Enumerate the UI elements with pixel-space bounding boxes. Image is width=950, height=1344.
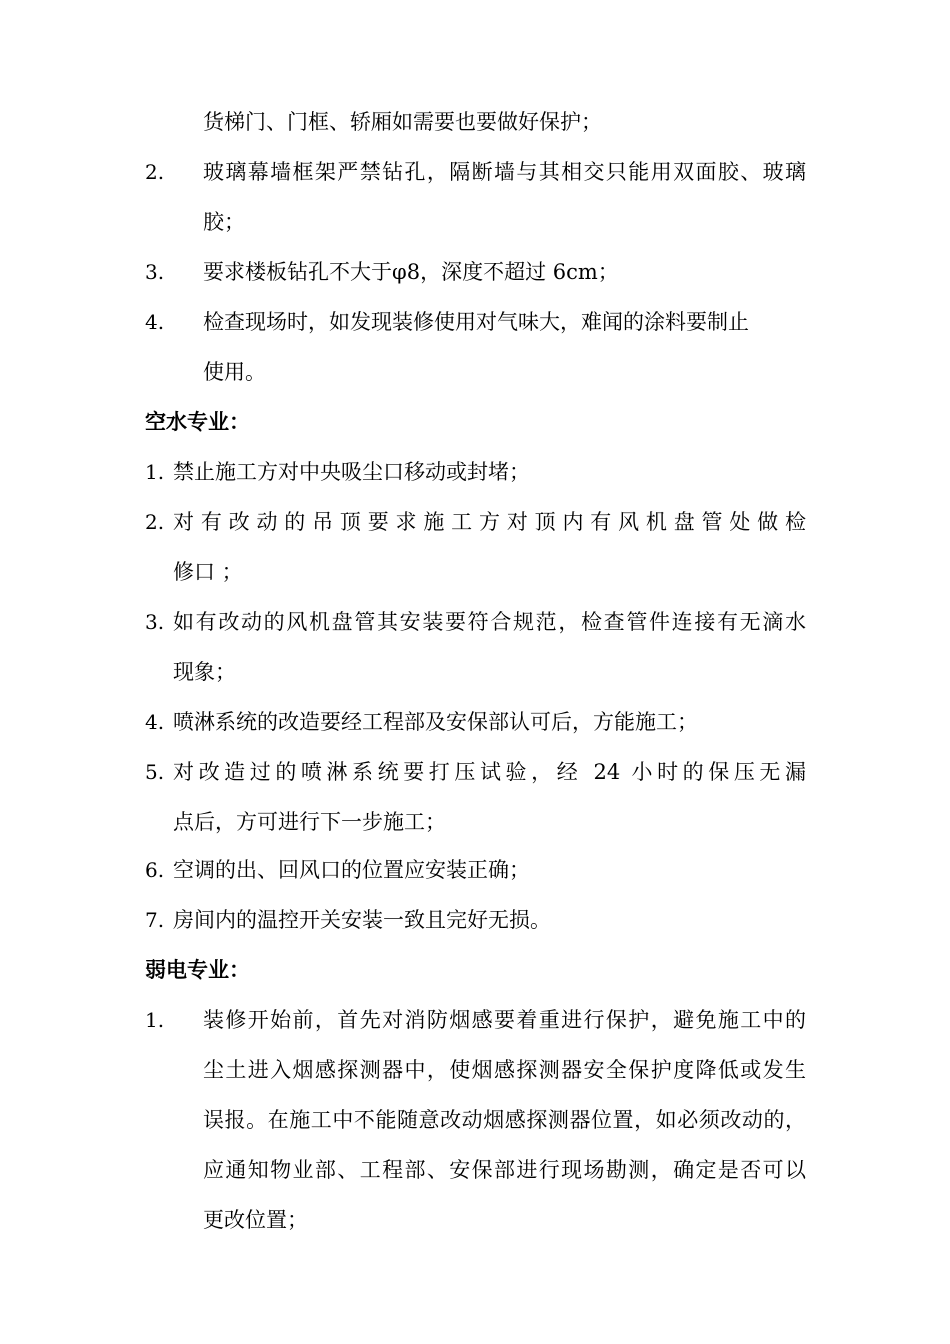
item-number: 1. — [145, 460, 165, 484]
item-number: 3. — [145, 260, 165, 284]
list-item-text: 误报。在施工中不能随意改动烟感探测器位置，如必须改动的， — [203, 1108, 806, 1132]
list-item-text: 点后，方可进行下一步施工； — [173, 810, 446, 834]
item-number: 5. — [145, 760, 165, 784]
list-item-text: 使用。 — [203, 360, 266, 384]
list-item-text: 玻璃幕墙框架严禁钻孔，隔断墙与其相交只能用双面胶、玻璃 — [203, 160, 806, 184]
list-item-text: 胶； — [203, 210, 245, 234]
list-item-text: 应通知物业部、工程部、安保部进行现场勘测，确定是否可以 — [203, 1158, 806, 1182]
item-number: 4. — [145, 710, 165, 734]
list-item-text: 现象； — [173, 660, 236, 684]
item-number: 6. — [145, 858, 165, 882]
item-number: 1. — [145, 1008, 165, 1032]
list-item-text: 尘土进入烟感探测器中，使烟感探测器安全保护度降低或发生 — [203, 1058, 806, 1082]
item-number: 4. — [145, 310, 165, 334]
item-number: 2. — [145, 160, 165, 184]
item-number: 7. — [145, 908, 165, 932]
list-item-text: 喷淋系统的改造要经工程部及安保部认可后，方能施工； — [173, 710, 698, 734]
list-item-text: 禁止施工方对中央吸尘口移动或封堵； — [173, 460, 530, 484]
section-heading: 空水专业： — [145, 410, 250, 434]
list-item-text: 对改造过的喷淋系统要打压试验，经 24 小时的保压无漏 — [173, 760, 806, 784]
list-item-text: 更改位置； — [203, 1208, 308, 1232]
list-item-text: 修口 ； — [173, 560, 243, 584]
continuation-text: 货梯门、门框、轿厢如需要也要做好保护； — [203, 110, 602, 134]
list-item-text: 如有改动的风机盘管其安装要符合规范，检查管件连接有无滴水 — [173, 610, 806, 634]
list-item-text: 装修开始前，首先对消防烟感要着重进行保护，避免施工中的 — [203, 1008, 806, 1032]
section-heading: 弱电专业： — [145, 958, 250, 982]
list-item-text: 空调的出、回风口的位置应安装正确； — [173, 858, 530, 882]
list-item-text: 要求楼板钻孔不大于φ8，深度不超过 6cm； — [203, 260, 619, 284]
list-item-text: 对有改动的吊顶要求施工方对顶内有风机盘管处做检 — [173, 510, 806, 534]
list-item-text: 检查现场时，如发现装修使用对气味大，难闻的涂料要制止 — [203, 310, 749, 334]
item-number: 3. — [145, 610, 165, 634]
list-item-text: 房间内的温控开关安装一致且完好无损。 — [173, 908, 551, 932]
item-number: 2. — [145, 510, 165, 534]
